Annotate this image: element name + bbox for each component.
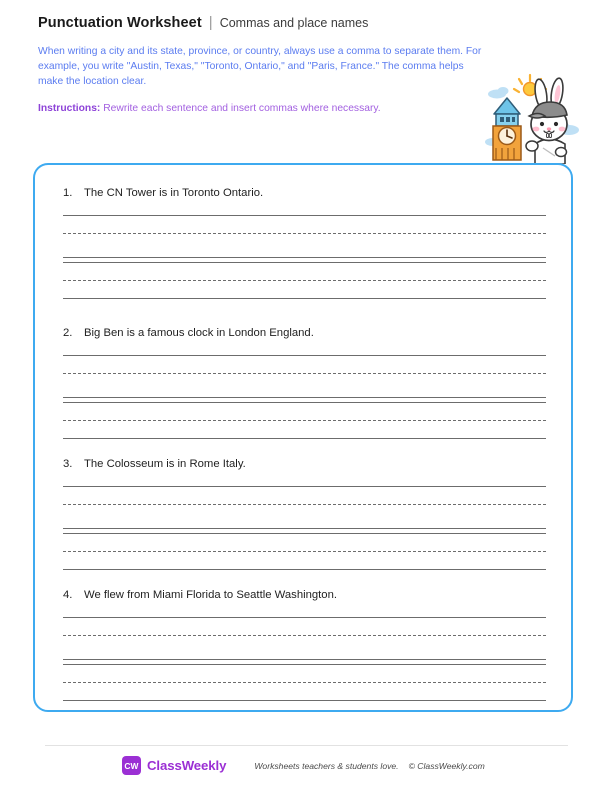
instructions-text: Rewrite each sentence and insert commas where necessary. [103, 103, 381, 115]
writing-line-solid [63, 700, 546, 701]
question-number: 4. [63, 589, 73, 601]
footer-tagline: Worksheets teachers & students love. [254, 760, 399, 771]
writing-line-solid [63, 262, 546, 263]
question-text-row [63, 326, 546, 341]
title-separator: | [208, 14, 213, 31]
writing-line-solid [63, 528, 546, 529]
writing-line-solid [63, 533, 546, 534]
question-number: 3. [63, 458, 73, 470]
question-sentence: Big Ben is a famous clock in London England. [84, 327, 314, 339]
question-number: 1. [63, 187, 73, 199]
worksheet-card [33, 163, 573, 712]
writing-line-solid [63, 215, 546, 216]
page-footer [122, 756, 485, 775]
question-text-row [63, 186, 546, 201]
question-number: 2. [63, 327, 73, 339]
writing-line-solid [63, 402, 546, 403]
answer-lines[interactable] [63, 617, 546, 701]
writing-line-dashed [63, 551, 546, 552]
question-text-row [63, 457, 546, 472]
question-item [63, 457, 546, 570]
question-text-row [63, 588, 546, 603]
question-item [63, 186, 546, 299]
answer-lines[interactable] [63, 486, 546, 570]
writing-line-solid [63, 617, 546, 618]
writing-line-solid [63, 664, 546, 665]
footer-copyright: © ClassWeekly.com [408, 760, 485, 771]
writing-line-solid [63, 438, 546, 439]
writing-line-solid [63, 569, 546, 570]
writing-line-dashed [63, 682, 546, 683]
title-main: Punctuation Worksheet [38, 15, 202, 31]
answer-lines[interactable] [63, 215, 546, 299]
question-item [63, 326, 546, 439]
writing-line-dashed [63, 504, 546, 505]
writing-line-solid [63, 397, 546, 398]
question-sentence: The Colosseum is in Rome Italy. [84, 458, 246, 470]
writing-line-solid [63, 486, 546, 487]
title-subtitle: Commas and place names [219, 16, 369, 30]
answer-lines[interactable] [63, 355, 546, 439]
footer-divider [45, 745, 568, 746]
writing-line-dashed [63, 373, 546, 374]
writing-line-dashed [63, 420, 546, 421]
writing-line-solid [63, 659, 546, 660]
question-sentence: The CN Tower is in Toronto Ontario. [84, 187, 264, 199]
writing-line-dashed [63, 233, 546, 234]
writing-line-solid [63, 355, 546, 356]
writing-line-dashed [63, 635, 546, 636]
question-sentence: We flew from Miami Florida to Seattle Washington. [84, 589, 338, 601]
writing-line-dashed [63, 280, 546, 281]
bunny-with-big-ben-icon [483, 72, 581, 164]
brand-name: ClassWeekly [147, 758, 227, 773]
intro-paragraph: When writing a city and its state, province, or country, always use a comma to separate them. For example, you write "Austin, Texas," "Toronto, Ontario," and "Paris, France." The comma helps make the location clear. [38, 46, 482, 88]
page-title [38, 14, 574, 31]
question-item [63, 588, 546, 701]
writing-line-solid [63, 257, 546, 258]
instructions-label: Instructions: [38, 103, 101, 115]
writing-line-solid [63, 298, 546, 299]
classweekly-logo-icon: CW [122, 756, 141, 775]
